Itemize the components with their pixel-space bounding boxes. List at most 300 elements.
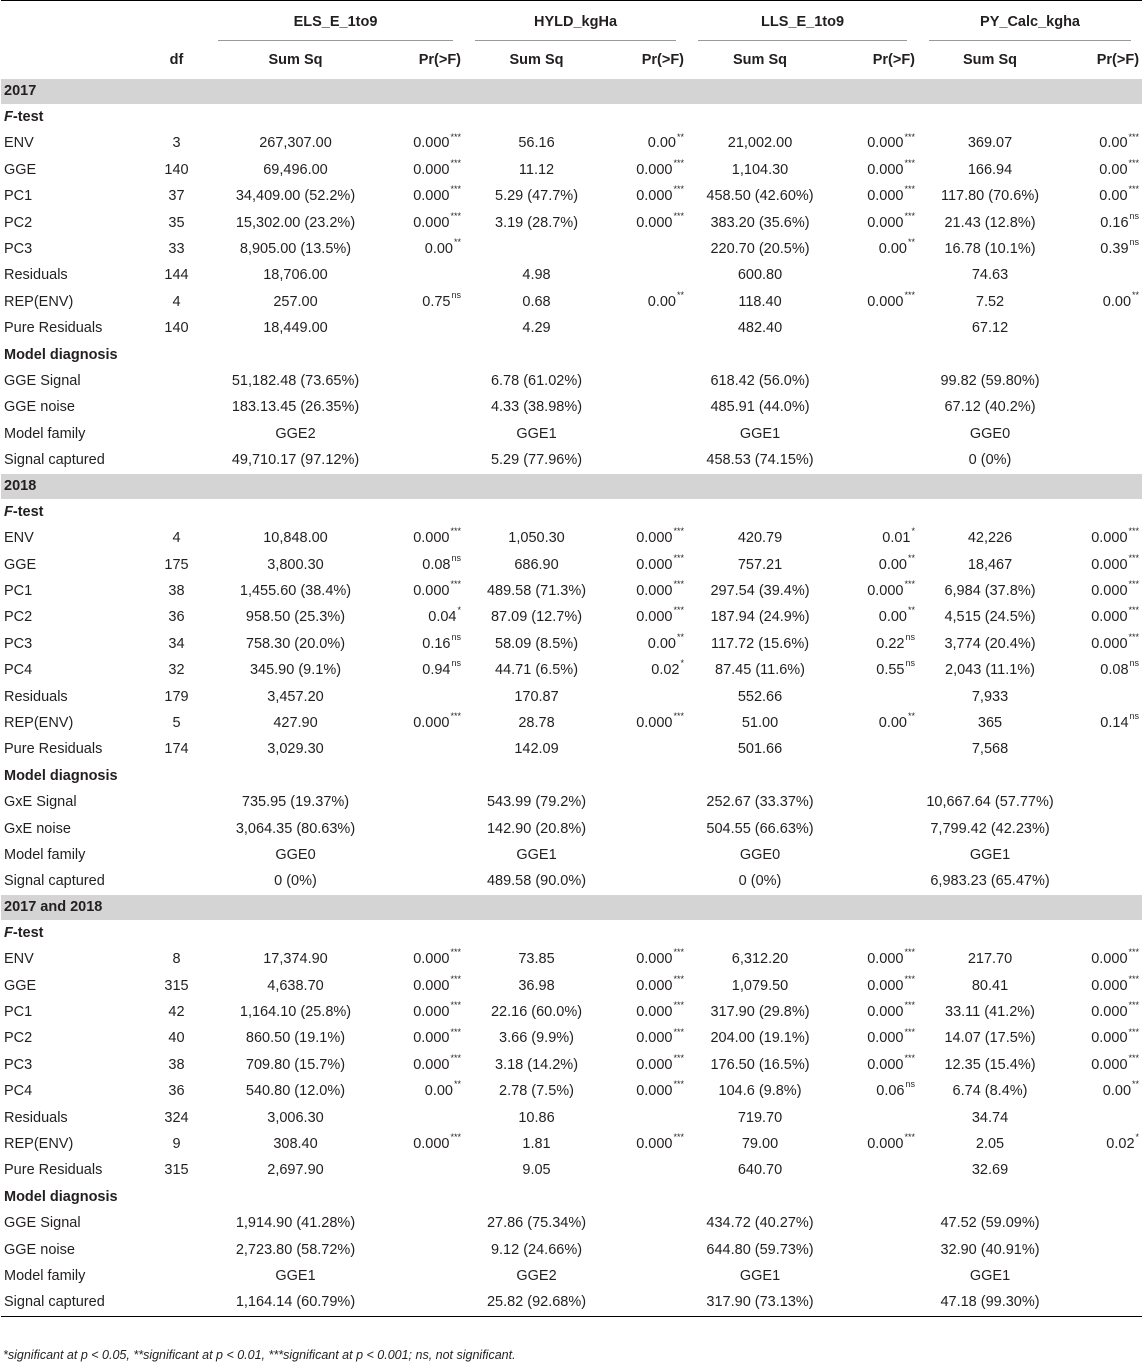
cell-sumsq: 458.53 (74.15%) bbox=[706, 452, 814, 469]
significance-mark: ** bbox=[1132, 290, 1140, 301]
p-value: 0.000 bbox=[867, 1030, 904, 1047]
cell-pr bbox=[384, 736, 464, 762]
diagnosis-row bbox=[1, 1263, 1142, 1289]
significance-mark: *** bbox=[450, 184, 462, 195]
p-value: 0.000 bbox=[413, 135, 450, 152]
header-sumsq: Sum Sq bbox=[733, 52, 787, 68]
significance-mark: ** bbox=[454, 237, 462, 248]
row-df: 140 bbox=[164, 320, 189, 337]
significance-mark: *** bbox=[673, 1000, 685, 1011]
cell-pr bbox=[1062, 842, 1142, 868]
header-group-py_calc_kgha bbox=[918, 1, 1142, 42]
diagnosis-row bbox=[1, 816, 1142, 842]
significance-mark: *** bbox=[904, 157, 916, 168]
cell-sumsq: 2.78 (7.5%) bbox=[499, 1083, 574, 1100]
table-row bbox=[1, 262, 1142, 288]
cell-sumsq: 3.18 (14.2%) bbox=[495, 1056, 579, 1073]
cell-pr bbox=[609, 842, 687, 868]
cell-sumsq: 170.87 bbox=[514, 688, 559, 705]
cell-pr bbox=[384, 447, 464, 473]
cell-pr bbox=[384, 289, 464, 315]
cell-sumsq: 3,029.30 bbox=[267, 741, 324, 758]
diagnosis-row bbox=[1, 1210, 1142, 1236]
significance-mark: *** bbox=[1128, 1000, 1140, 1011]
cell-sumsq: 2,043 (11.1%) bbox=[945, 662, 1036, 679]
cell-pr bbox=[1062, 210, 1142, 236]
cell-sumsq: 67.12 bbox=[971, 320, 1009, 337]
anova-table bbox=[1, 0, 1142, 1317]
cell-sumsq: 345.90 (9.1%) bbox=[249, 662, 342, 679]
cell-sumsq: 1,104.30 bbox=[731, 161, 789, 178]
cell-pr bbox=[609, 816, 687, 842]
row-label: ENV bbox=[4, 135, 34, 152]
header-sumsq: Sum Sq bbox=[509, 52, 564, 68]
cell-sumsq: 58.09 (8.5%) bbox=[495, 635, 579, 652]
row-label: GGE bbox=[4, 556, 37, 573]
cell-sumsq: 501.66 bbox=[737, 741, 783, 758]
cell-pr bbox=[833, 842, 918, 868]
row-label: PC4 bbox=[4, 662, 33, 679]
cell-pr bbox=[609, 236, 687, 262]
p-value: 0.00 bbox=[878, 609, 907, 626]
p-value: 0.000 bbox=[413, 714, 450, 731]
table-row bbox=[1, 183, 1142, 209]
cell-pr bbox=[1062, 368, 1142, 394]
cell-pr bbox=[833, 736, 918, 762]
cell-pr bbox=[833, 999, 918, 1025]
p-value: 0.000 bbox=[1091, 1004, 1128, 1020]
cell-pr bbox=[833, 1237, 918, 1263]
p-value: 0.000 bbox=[636, 188, 673, 205]
row-label: REP(ENV) bbox=[4, 1136, 74, 1153]
diagnosis-row bbox=[1, 368, 1142, 394]
row-label: PC3 bbox=[4, 241, 33, 258]
cell-sumsq: 17,374.90 bbox=[263, 951, 328, 968]
table-row bbox=[1, 315, 1142, 341]
significance-mark: *** bbox=[450, 947, 462, 958]
row-df bbox=[146, 368, 207, 394]
p-value: 0.08 bbox=[1100, 662, 1129, 679]
footnote-p: p bbox=[80, 1348, 88, 1362]
cell-sumsq: 3,457.20 bbox=[267, 688, 324, 705]
significance-mark: *** bbox=[450, 210, 462, 221]
significance-mark: *** bbox=[1128, 526, 1140, 537]
cell-sumsq: 5.29 (77.96%) bbox=[490, 452, 583, 469]
p-value: 0.000 bbox=[413, 530, 450, 547]
cell-pr bbox=[1062, 1131, 1142, 1157]
cell-pr bbox=[833, 1157, 918, 1183]
significance-mark: *** bbox=[673, 552, 685, 563]
significance-mark: *** bbox=[450, 131, 462, 142]
row-label: PC1 bbox=[4, 582, 33, 599]
cell-sumsq: 365 bbox=[977, 714, 1003, 731]
p-value: 0.000 bbox=[1091, 977, 1128, 994]
cell-pr bbox=[1062, 816, 1142, 842]
header-row-groups bbox=[1, 1, 1142, 42]
p-value: 0.01 bbox=[882, 530, 911, 547]
cell-sumsq: 7,799.42 (42.23%) bbox=[930, 820, 1050, 837]
p-value: 0.000 bbox=[1091, 556, 1128, 573]
cell-pr bbox=[609, 183, 687, 209]
cell-sumsq: 51.00 bbox=[741, 714, 779, 731]
cell-sumsq: 204.00 (19.1%) bbox=[710, 1030, 810, 1047]
table-row bbox=[1, 236, 1142, 262]
footnote bbox=[3, 1348, 516, 1362]
cell-sumsq: 80.41 bbox=[971, 977, 1009, 994]
table-row bbox=[1, 1105, 1142, 1131]
cell-sumsq: 2,723.80 (58.72%) bbox=[235, 1241, 356, 1258]
cell-pr bbox=[1062, 999, 1142, 1025]
table-row bbox=[1, 525, 1142, 551]
cell-sumsq: 3,006.30 bbox=[267, 1109, 324, 1126]
cell-pr bbox=[1062, 157, 1142, 183]
p-value: 0.000 bbox=[636, 1030, 673, 1047]
cell-pr bbox=[833, 552, 918, 578]
p-value: 0.000 bbox=[636, 530, 673, 547]
cell-pr bbox=[384, 183, 464, 209]
cell-sumsq: 176.50 (16.5%) bbox=[710, 1056, 810, 1073]
table-row bbox=[1, 946, 1142, 972]
cell-pr bbox=[833, 816, 918, 842]
cell-sumsq: 49,710.17 (97.12%) bbox=[231, 452, 360, 469]
section-title: 2017 bbox=[1, 79, 1142, 104]
p-value: 0.000 bbox=[636, 714, 673, 731]
table-row bbox=[1, 1131, 1142, 1157]
row-label: PC4 bbox=[4, 1083, 33, 1100]
table-row bbox=[1, 1025, 1142, 1051]
cell-sumsq: 6,983.23 (65.47%) bbox=[930, 873, 1050, 890]
significance-mark: *** bbox=[1128, 552, 1140, 563]
subsection-row bbox=[1, 920, 1142, 946]
p-value: 0.39 bbox=[1100, 241, 1129, 258]
cell-sumsq: 1,164.10 (25.8%) bbox=[239, 1004, 352, 1020]
p-value: 0.08 bbox=[422, 556, 451, 573]
diagnosis-row bbox=[1, 789, 1142, 815]
footnote-text: significant at bbox=[283, 1348, 357, 1362]
cell-pr bbox=[833, 183, 918, 209]
cell-pr bbox=[609, 578, 687, 604]
cell-pr bbox=[833, 525, 918, 551]
cell-pr bbox=[609, 1237, 687, 1263]
cell-sumsq: 10,848.00 bbox=[263, 530, 328, 547]
cell-pr bbox=[384, 999, 464, 1025]
significance-mark: ** bbox=[908, 237, 916, 248]
p-value: 0.16 bbox=[422, 635, 451, 652]
cell-sumsq: GGE2 bbox=[516, 1268, 557, 1285]
p-value: 0.00 bbox=[878, 556, 907, 573]
header-blank bbox=[146, 1, 207, 42]
p-value: 0.000 bbox=[1091, 1056, 1128, 1073]
significance-mark: *** bbox=[450, 1026, 462, 1037]
p-value: 0.00 bbox=[424, 241, 453, 258]
cell-sumsq: 958.50 (25.3%) bbox=[245, 609, 346, 626]
row-df: 38 bbox=[168, 1056, 185, 1073]
significance-mark: *** bbox=[904, 210, 916, 221]
row-df: 4 bbox=[172, 530, 181, 547]
header-pr: Pr(>F) bbox=[1096, 52, 1140, 68]
cell-pr bbox=[833, 578, 918, 604]
cell-pr bbox=[384, 315, 464, 341]
cell-pr bbox=[833, 1210, 918, 1236]
cell-sumsq: 183.13.45 (26.35%) bbox=[231, 399, 360, 416]
row-label: Signal captured bbox=[4, 452, 105, 469]
significance-mark: ns bbox=[905, 658, 916, 669]
significance-mark: ns bbox=[905, 1079, 916, 1090]
cell-sumsq: 618.42 (56.0%) bbox=[710, 373, 810, 390]
cell-pr bbox=[1062, 736, 1142, 762]
significance-mark: *** bbox=[673, 526, 685, 537]
p-value: 0.22 bbox=[876, 635, 905, 652]
p-value: 0.000 bbox=[413, 1004, 450, 1020]
p-value: 0.000 bbox=[867, 214, 904, 231]
cell-sumsq: GGE0 bbox=[969, 425, 1011, 442]
row-label: GGE Signal bbox=[4, 1215, 81, 1232]
cell-sumsq: 3,064.35 (80.63%) bbox=[235, 820, 356, 837]
footnote-symbol: *** bbox=[268, 1348, 284, 1362]
significance-mark: *** bbox=[673, 947, 685, 958]
cell-pr bbox=[1062, 394, 1142, 420]
table-row bbox=[1, 710, 1142, 736]
cell-sumsq: 32.90 (40.91%) bbox=[940, 1241, 1040, 1258]
cell-sumsq: 79.00 bbox=[741, 1136, 779, 1153]
p-value: 0.16 bbox=[1100, 214, 1129, 231]
p-value: 0.000 bbox=[636, 609, 673, 626]
diagnosis-row bbox=[1, 1237, 1142, 1263]
p-value: 0.000 bbox=[413, 951, 450, 968]
cell-sumsq: 4.33 (38.98%) bbox=[490, 399, 583, 416]
cell-pr bbox=[384, 262, 464, 288]
cell-sumsq: 6.78 (61.02%) bbox=[490, 373, 583, 390]
cell-sumsq: 36.98 bbox=[518, 977, 555, 994]
row-df: 324 bbox=[164, 1109, 189, 1126]
p-value: 0.75 bbox=[422, 293, 451, 310]
row-label: PC2 bbox=[4, 214, 33, 231]
row-df: 42 bbox=[168, 1004, 185, 1020]
cell-sumsq: GGE1 bbox=[969, 846, 1011, 863]
row-df: 179 bbox=[164, 688, 189, 705]
cell-sumsq: GGE0 bbox=[275, 846, 316, 863]
cell-pr bbox=[609, 130, 687, 156]
cell-pr bbox=[384, 525, 464, 551]
significance-mark: ** bbox=[908, 552, 916, 563]
cell-pr bbox=[833, 368, 918, 394]
cell-sumsq: 117.72 (15.6%) bbox=[710, 635, 810, 652]
cell-sumsq: 383.20 (35.6%) bbox=[710, 214, 810, 231]
cell-sumsq: GGE0 bbox=[739, 846, 781, 863]
cell-pr bbox=[1062, 868, 1142, 894]
cell-pr bbox=[384, 421, 464, 447]
cell-sumsq: 14.07 (17.5%) bbox=[944, 1030, 1036, 1047]
footnote-text: < 0.001; ns, not significant. bbox=[363, 1348, 516, 1362]
cell-sumsq: 11.12 bbox=[518, 161, 555, 178]
cell-sumsq: 87.09 (12.7%) bbox=[490, 609, 583, 626]
significance-mark: * bbox=[457, 605, 462, 616]
cell-pr bbox=[1062, 421, 1142, 447]
significance-mark: *** bbox=[450, 1052, 462, 1063]
row-label: PC1 bbox=[4, 188, 33, 205]
significance-mark: *** bbox=[1128, 131, 1140, 142]
cell-sumsq: 552.66 bbox=[737, 688, 783, 705]
cell-sumsq: 47.52 (59.09%) bbox=[940, 1215, 1040, 1232]
row-label: PC3 bbox=[4, 1056, 33, 1073]
cell-pr bbox=[1062, 262, 1142, 288]
cell-pr bbox=[609, 1025, 687, 1051]
cell-sumsq: GGE2 bbox=[275, 425, 316, 442]
p-value: 0.000 bbox=[867, 977, 904, 994]
subsection-row bbox=[1, 763, 1142, 789]
significance-mark: *** bbox=[673, 605, 685, 616]
subsection-row bbox=[1, 499, 1142, 525]
row-df bbox=[146, 421, 207, 447]
significance-mark: *** bbox=[450, 1000, 462, 1011]
cell-pr bbox=[384, 1131, 464, 1157]
row-df: 34 bbox=[168, 635, 185, 652]
cell-sumsq: 8,905.00 (13.5%) bbox=[239, 241, 352, 258]
header-group-els_e_1to9 bbox=[207, 1, 464, 42]
cell-sumsq: 434.72 (40.27%) bbox=[706, 1215, 814, 1232]
p-value: 0.000 bbox=[413, 582, 450, 599]
cell-sumsq: GGE1 bbox=[275, 1268, 316, 1285]
table-row bbox=[1, 631, 1142, 657]
cell-sumsq: 3.66 (9.9%) bbox=[499, 1030, 574, 1047]
cell-sumsq: 10,667.64 (57.77%) bbox=[926, 794, 1054, 811]
cell-pr bbox=[1062, 789, 1142, 815]
cell-sumsq: 7,933 bbox=[971, 688, 1009, 705]
cell-pr bbox=[833, 447, 918, 473]
significance-mark: ** bbox=[1132, 1079, 1140, 1090]
significance-mark: ** bbox=[454, 1079, 462, 1090]
row-df: 3 bbox=[172, 135, 181, 152]
cell-sumsq: 4.29 bbox=[522, 320, 551, 337]
p-value: 0.00 bbox=[1102, 293, 1132, 310]
cell-pr bbox=[609, 210, 687, 236]
cell-sumsq: 69,496.00 bbox=[263, 161, 328, 178]
cell-pr bbox=[1062, 236, 1142, 262]
significance-mark: *** bbox=[904, 184, 916, 195]
cell-sumsq: 73.85 bbox=[518, 951, 555, 968]
cell-pr bbox=[1062, 631, 1142, 657]
p-value: 0.000 bbox=[413, 161, 450, 178]
header-group-label: HYLD_kgHa bbox=[475, 4, 676, 41]
p-value: 0.000 bbox=[867, 161, 904, 178]
significance-mark: *** bbox=[904, 579, 916, 590]
row-label: REP(ENV) bbox=[4, 714, 74, 731]
significance-mark: *** bbox=[1128, 605, 1140, 616]
cell-sumsq: 6,984 (37.8%) bbox=[944, 582, 1036, 599]
cell-sumsq: 47.18 (99.30%) bbox=[918, 1289, 1062, 1316]
significance-mark: ns bbox=[1129, 237, 1140, 248]
row-df: 32 bbox=[168, 662, 185, 679]
cell-sumsq: 56.16 bbox=[518, 135, 555, 152]
p-value: 0.000 bbox=[1091, 635, 1128, 652]
cell-pr bbox=[384, 394, 464, 420]
p-value: 0.000 bbox=[867, 582, 904, 599]
cell-sumsq: 21.43 (12.8%) bbox=[944, 214, 1036, 231]
significance-mark: *** bbox=[1128, 157, 1140, 168]
significance-mark: *** bbox=[1128, 1052, 1140, 1063]
cell-pr bbox=[609, 604, 687, 630]
significance-mark: ** bbox=[908, 711, 916, 722]
p-value: 0.000 bbox=[867, 293, 904, 310]
row-label: ENV bbox=[4, 530, 34, 547]
cell-sumsq: 44.71 (6.5%) bbox=[495, 662, 579, 679]
p-value: 0.000 bbox=[1091, 582, 1128, 599]
cell-sumsq: 297.54 (39.4%) bbox=[710, 582, 810, 599]
cell-sumsq: 118.40 bbox=[738, 293, 782, 310]
cell-sumsq: 758.30 (20.0%) bbox=[245, 635, 346, 652]
significance-mark: *** bbox=[1128, 947, 1140, 958]
cell-sumsq: 67.12 (40.2%) bbox=[944, 399, 1036, 416]
cell-pr bbox=[384, 604, 464, 630]
cell-sumsq: 4,638.70 bbox=[267, 977, 324, 994]
cell-pr bbox=[1062, 1210, 1142, 1236]
cell-pr bbox=[833, 604, 918, 630]
cell-sumsq: 18,467 bbox=[967, 556, 1013, 573]
cell-pr bbox=[384, 1237, 464, 1263]
cell-sumsq: GGE1 bbox=[739, 1268, 781, 1285]
table-row bbox=[1, 157, 1142, 183]
cell-pr bbox=[1062, 1263, 1142, 1289]
cell-sumsq: 32.69 bbox=[971, 1162, 1009, 1179]
cell-pr bbox=[1062, 1157, 1142, 1183]
significance-mark: *** bbox=[1128, 579, 1140, 590]
footnote-text: significant at bbox=[143, 1348, 217, 1362]
row-label: Signal captured bbox=[1, 1289, 146, 1316]
cell-sumsq: 42,226 bbox=[967, 530, 1013, 547]
significance-mark: ns bbox=[1129, 711, 1140, 722]
cell-pr bbox=[1062, 578, 1142, 604]
cell-pr bbox=[1062, 1289, 1142, 1316]
cell-sumsq: 7,568 bbox=[971, 741, 1009, 758]
cell-pr bbox=[384, 1025, 464, 1051]
cell-sumsq: 317.90 (29.8%) bbox=[710, 1004, 810, 1020]
cell-sumsq: 458.50 (42.60%) bbox=[706, 188, 814, 205]
table-row bbox=[1, 210, 1142, 236]
cell-pr bbox=[384, 1210, 464, 1236]
significance-mark: ns bbox=[451, 631, 462, 642]
cell-sumsq: 27.86 (75.34%) bbox=[486, 1215, 587, 1232]
row-label: PC2 bbox=[4, 609, 33, 626]
p-value: 0.000 bbox=[867, 188, 904, 205]
p-value: 0.000 bbox=[1091, 951, 1128, 968]
cell-sumsq: 3.19 (28.7%) bbox=[495, 214, 579, 231]
cell-pr bbox=[1062, 973, 1142, 999]
cell-pr bbox=[833, 262, 918, 288]
row-label: GGE noise bbox=[4, 1241, 75, 1258]
cell-pr bbox=[833, 236, 918, 262]
significance-mark: ** bbox=[677, 290, 685, 301]
row-df bbox=[146, 394, 207, 420]
cell-pr bbox=[384, 1105, 464, 1131]
significance-mark: ns bbox=[1129, 658, 1140, 669]
cell-pr bbox=[833, 421, 918, 447]
cell-sumsq: 1,050.30 bbox=[508, 530, 565, 547]
significance-mark: ns bbox=[451, 658, 462, 669]
cell-pr bbox=[609, 1289, 687, 1316]
cell-pr bbox=[609, 1105, 687, 1131]
header-group-label: LLS_E_1to9 bbox=[698, 4, 907, 41]
cell-pr bbox=[1062, 447, 1142, 473]
p-value: 0.000 bbox=[1091, 530, 1128, 547]
cell-sumsq: 1,079.50 bbox=[731, 977, 789, 994]
significance-mark: *** bbox=[673, 579, 685, 590]
cell-sumsq: 860.50 (19.1%) bbox=[245, 1030, 346, 1047]
cell-pr bbox=[384, 1263, 464, 1289]
cell-sumsq: 9.12 (24.66%) bbox=[490, 1241, 583, 1258]
cell-pr bbox=[1062, 315, 1142, 341]
header-sumsq: Sum Sq bbox=[963, 52, 1017, 68]
header-group-lls_e_1to9 bbox=[687, 1, 918, 42]
